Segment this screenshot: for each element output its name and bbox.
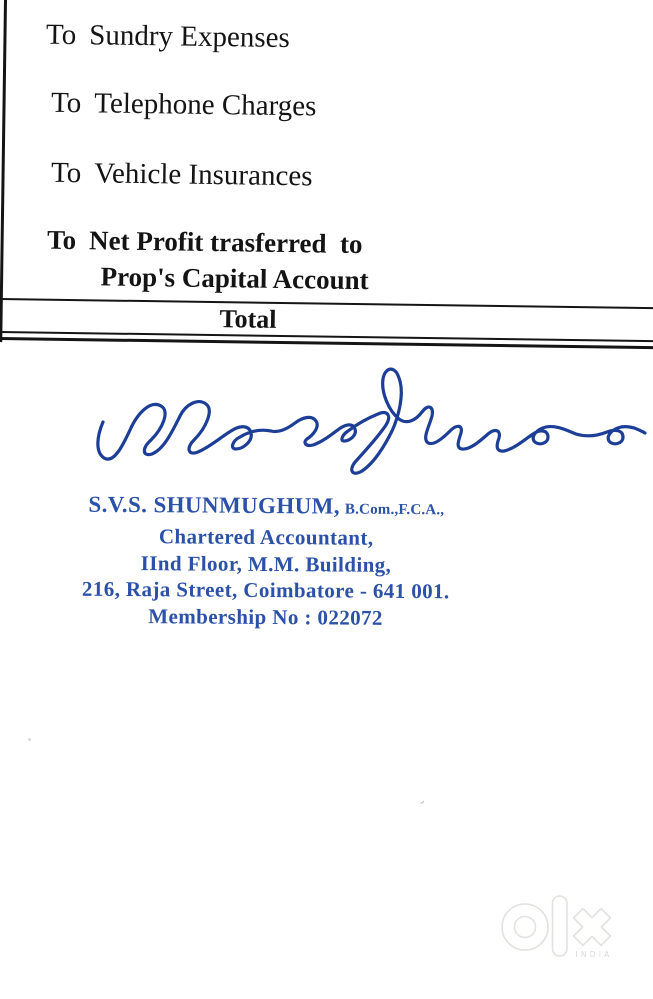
stamp-qualifications: B.Com.,F.C.A., (344, 501, 445, 519)
olx-o-outer-icon (502, 904, 548, 950)
scan-speck (28, 738, 31, 741)
scan-speck: ‚̪ (420, 793, 427, 806)
stamp-membership-no: Membership No : 022072 (148, 603, 383, 630)
stamp-name-line (50, 489, 482, 525)
stamp-designation: Chartered Accountant, (158, 524, 374, 550)
ledger-table-fragment (0, 0, 653, 369)
row-label: Vehicle Insurances (94, 157, 313, 193)
stamp-address-line2: 216, Raja Street, Coimbatore - 641 001. (81, 576, 450, 604)
olx-l-bar-icon (553, 896, 568, 956)
olx-watermark (492, 890, 642, 970)
olx-o-inner-icon (515, 917, 536, 938)
watermark-region-label: INDIA (575, 950, 613, 959)
row-prefix: To (46, 224, 77, 256)
row-label: Net Profit trasferred to (88, 225, 363, 260)
row-label: Sundry Expenses (88, 19, 291, 55)
row-label: Prop's Capital Account (100, 261, 369, 296)
total-label: Total (219, 304, 277, 334)
stamp-address-line1: IInd Floor, M.M. Building, (140, 550, 392, 577)
olx-x-icon (564, 899, 619, 954)
row-prefix: To (50, 86, 82, 120)
row-prefix: To (50, 156, 82, 190)
handwritten-signature (85, 352, 650, 477)
signature-stroke (98, 369, 645, 473)
row-label: Telephone Charges (94, 87, 317, 123)
ca-stamp (50, 489, 483, 631)
stamp-name: S.V.S. SHUNMUGHUM, (88, 491, 341, 519)
row-prefix: To (45, 18, 77, 52)
